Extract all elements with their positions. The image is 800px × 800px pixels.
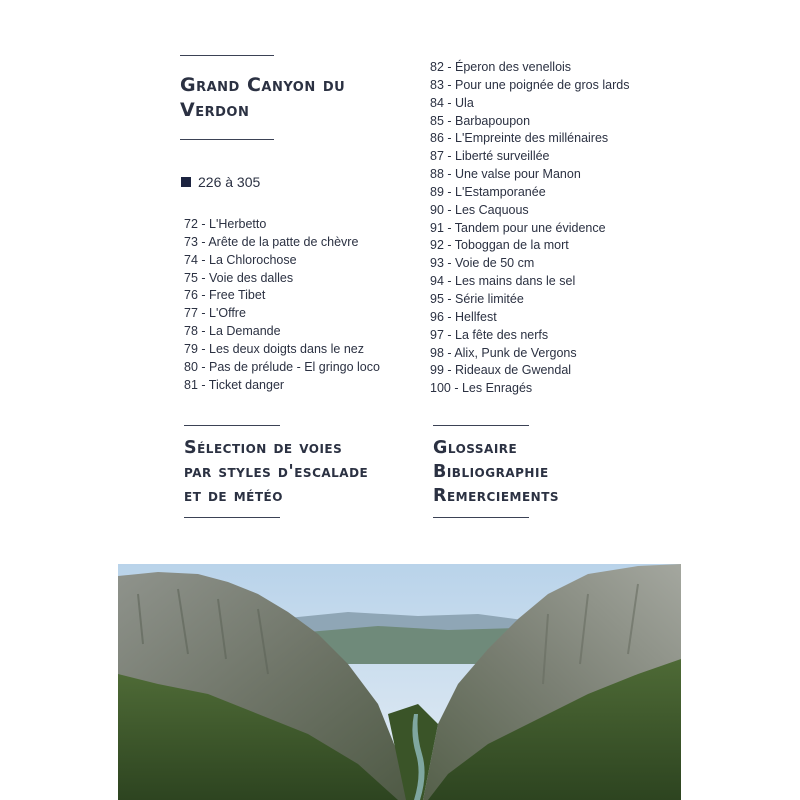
- route-list-left: [184, 216, 380, 394]
- list-item: 80 - Pas de prélude - El gringo loco: [184, 359, 380, 374]
- section-title-line2: Verdon: [180, 99, 250, 121]
- list-item: 97 - La fête des nerfs: [430, 327, 549, 342]
- list-item: 85 - Barbapoupon: [430, 113, 531, 128]
- left-section-heading-line1: Sélection de voies: [184, 438, 343, 458]
- list-item: 76 - Free Tibet: [184, 288, 266, 303]
- right-section-top-rule: [433, 425, 529, 426]
- list-item: 82 - Éperon des venellois: [430, 60, 572, 74]
- canyon-photo: [118, 564, 681, 800]
- left-section-heading: [184, 436, 368, 508]
- square-bullet-icon: [181, 177, 191, 187]
- list-item: 91 - Tandem pour une évidence: [430, 220, 606, 235]
- list-item: 99 - Rideaux de Gwendal: [430, 363, 572, 378]
- list-item: 77 - L'Offre: [184, 306, 246, 321]
- list-item: 90 - Les Caquous: [430, 202, 529, 217]
- right-section-heading-line1: Glossaire: [433, 438, 518, 458]
- section-title: [180, 73, 345, 123]
- list-item: 72 - L'Herbetto: [184, 217, 267, 231]
- route-list-right: [430, 59, 629, 398]
- title-bottom-rule: [180, 139, 274, 140]
- list-item: 92 - Toboggan de la mort: [430, 238, 569, 253]
- title-top-rule: [180, 55, 274, 56]
- list-item: 75 - Voie des dalles: [184, 270, 294, 285]
- page-range-text: 226 à 305: [198, 174, 261, 190]
- right-section-heading-line3: Remerciements: [433, 486, 560, 506]
- list-item: 74 - La Chlorochose: [184, 252, 297, 267]
- right-section-heading: [433, 436, 559, 508]
- list-item: 86 - L'Empreinte des millénaires: [430, 131, 609, 146]
- page-range: [181, 174, 260, 190]
- section-title-line1: Grand Canyon du: [180, 74, 346, 96]
- left-section-bottom-rule: [184, 517, 280, 518]
- list-item: 73 - Arête de la patte de chèvre: [184, 234, 359, 249]
- list-item: 93 - Voie de 50 cm: [430, 256, 535, 271]
- list-item: 87 - Liberté surveillée: [430, 149, 550, 164]
- list-item: 95 - Série limitée: [430, 291, 524, 306]
- list-item: 79 - Les deux doigts dans le nez: [184, 341, 364, 356]
- list-item: 100 - Les Enragés: [430, 381, 533, 396]
- list-item: 89 - L'Estamporanée: [430, 184, 546, 199]
- left-section-heading-line3: et de météo: [184, 486, 283, 506]
- list-item: 94 - Les mains dans le sel: [430, 274, 576, 289]
- list-item: 98 - Alix, Punk de Vergons: [430, 345, 577, 360]
- left-section-top-rule: [184, 425, 280, 426]
- list-item: 83 - Pour une poignée de gros lards: [430, 77, 630, 92]
- right-section-bottom-rule: [433, 517, 529, 518]
- list-item: 88 - Une valse pour Manon: [430, 167, 581, 182]
- list-item: 96 - Hellfest: [430, 309, 497, 324]
- list-item: 81 - Ticket danger: [184, 377, 285, 392]
- right-section-heading-line2: Bibliographie: [433, 462, 549, 482]
- list-item: 78 - La Demande: [184, 324, 281, 339]
- left-section-heading-line2: par styles d'escalade: [184, 462, 369, 482]
- list-item: 84 - Ula: [430, 95, 474, 110]
